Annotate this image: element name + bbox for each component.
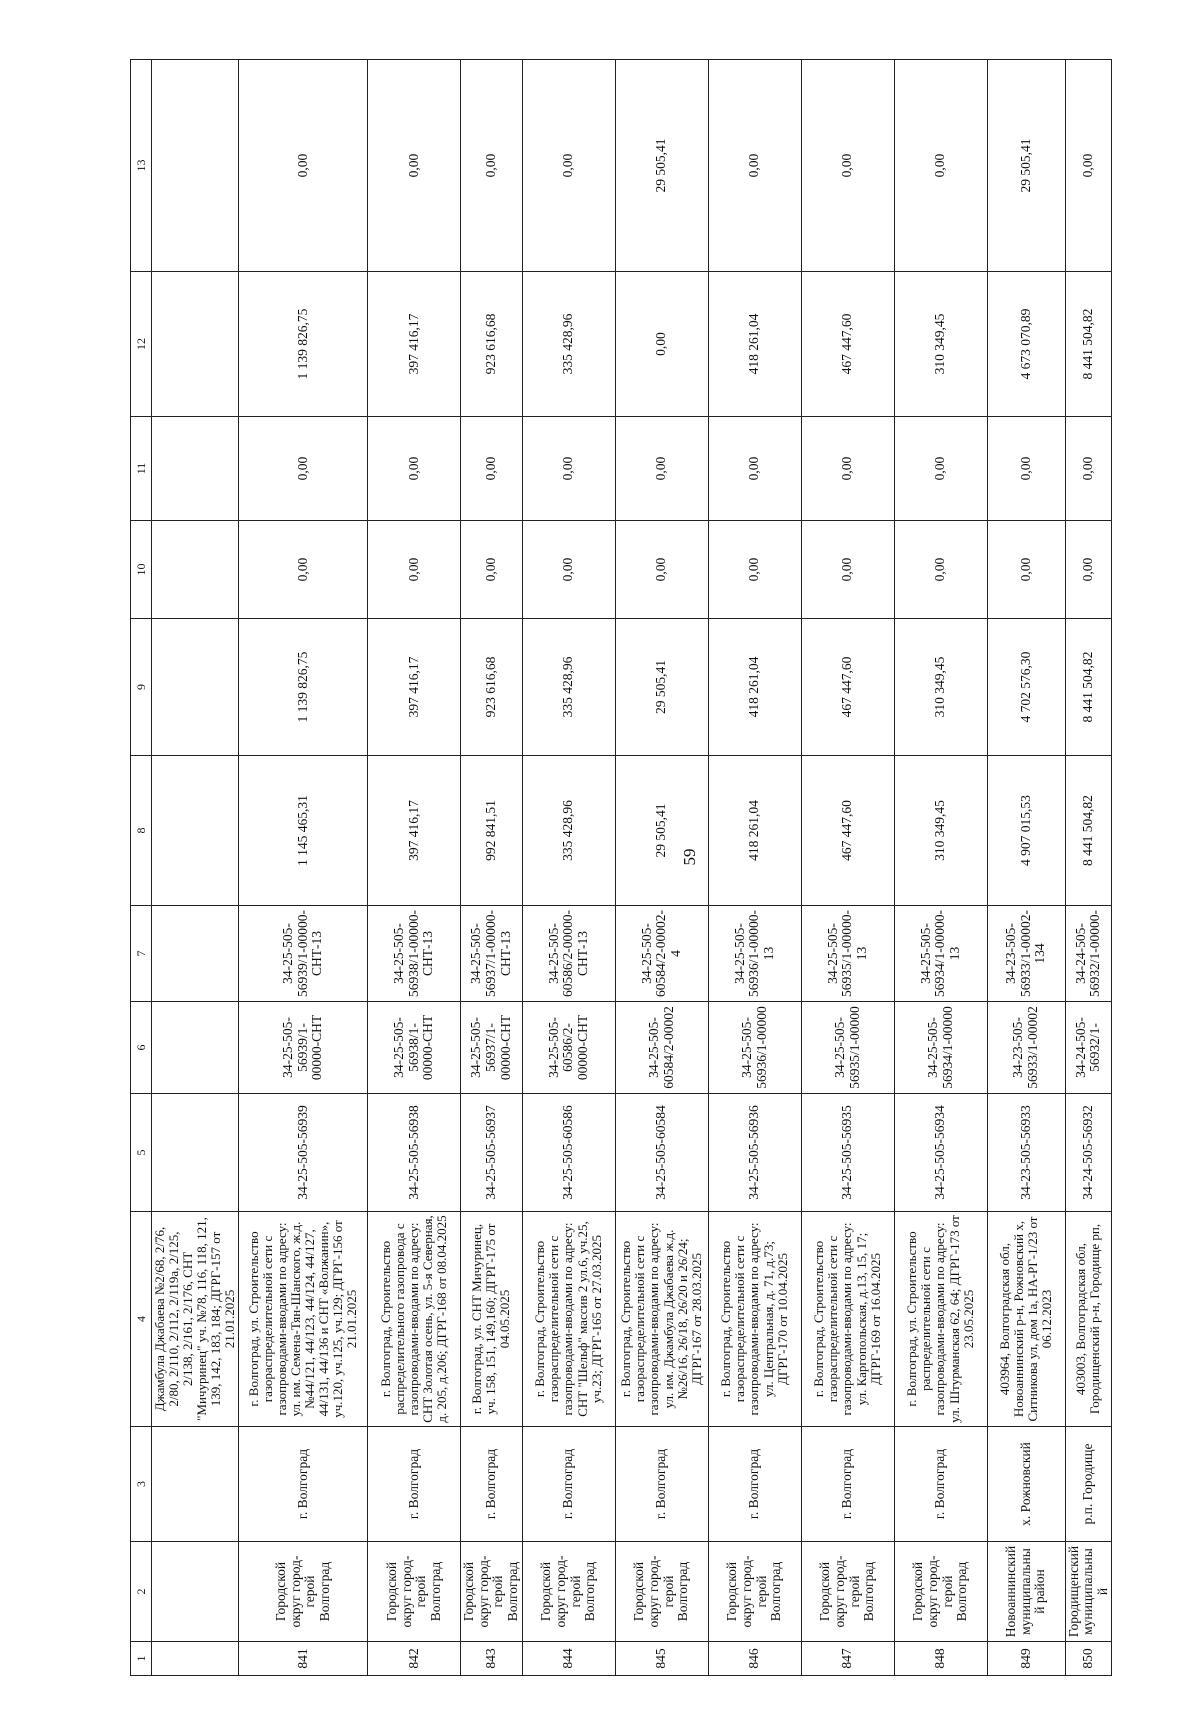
- cell-amount: 923 616,68: [461, 272, 522, 417]
- cell-amount: 29 505,41: [615, 60, 708, 272]
- cell-amount: 0,00: [522, 521, 615, 619]
- cell-settlement: р.п. Городище: [1065, 1427, 1112, 1542]
- cell-amount: 29 505,41: [615, 619, 708, 756]
- cell-amount: 0,00: [801, 521, 894, 619]
- column-header: 11: [131, 417, 152, 521]
- cell-address: г. Волгоград, Строительство распределительного газопровода с газопроводами-вводами по адресу: СНТ Золотая осень, ул. 5-я Северная, д. 205, д.206; ДГРГ-168 от 08.04.2025: [368, 1212, 461, 1427]
- cell-code: 34-24-505-56932/1-00000-: [1065, 906, 1112, 1002]
- cell-code: 34-25-505-56935/1-00000-13: [801, 906, 894, 1002]
- cell-code: 34-24-505-56932: [1065, 1094, 1112, 1212]
- cell-amount: 310 349,45: [894, 619, 987, 756]
- cell-amount: 29 505,41: [615, 756, 708, 906]
- cell-row-number: 849: [987, 1642, 1065, 1676]
- cell-settlement: г. Волгоград: [368, 1427, 461, 1542]
- cell-amount: 418 261,04: [708, 619, 801, 756]
- column-header: 5: [131, 1094, 152, 1212]
- cell-amount: 335 428,96: [522, 272, 615, 417]
- cell-amount: 0,00: [239, 417, 368, 521]
- cell-code: 34-25-505-56936/1-00000: [708, 1002, 801, 1094]
- cell-amount: 0,00: [708, 60, 801, 272]
- cell-row-number: 845: [615, 1642, 708, 1676]
- cell-amount: 8 441 504,82: [1065, 619, 1112, 756]
- cell-code: 34-23-505-56933/1-00002: [987, 1002, 1065, 1094]
- table-row: [894, 60, 987, 1676]
- cell-municipality: Городской округ город-герой Волгоград: [708, 1542, 801, 1642]
- cell-amount: 0,00: [801, 417, 894, 521]
- cell-address: г. Волгоград, Строительство газораспределительной сети с газопроводами-вводами по адресу: СНТ "Шельф" массив 2 ул.6, уч.25, уч.23; ДГРГ-165 от 27.03.2025: [522, 1212, 615, 1427]
- column-header: 6: [131, 1002, 152, 1094]
- cell-amount: 0,00: [987, 521, 1065, 619]
- column-header: 12: [131, 272, 152, 417]
- cell-empty: [152, 521, 239, 619]
- cell-municipality: Городищенский муниципальный: [1065, 1542, 1112, 1642]
- cell-row-number: 844: [522, 1642, 615, 1676]
- cell-amount: 0,00: [1065, 60, 1112, 272]
- cell-code: 34-25-505-56934/1-00000-13: [894, 906, 987, 1002]
- table-row: [801, 60, 894, 1676]
- cell-address: г. Волгоград, ул. СНТ Мичуринец, уч. 158, 151, 149,160; ДГРГ-175 от 04.05.2025: [461, 1212, 522, 1427]
- column-header: 4: [131, 1212, 152, 1427]
- cell-amount: 1 139 826,75: [239, 619, 368, 756]
- cell-address: 403003, Волгоградская обл, Городищенский р-н, Городище рп,: [1065, 1212, 1112, 1427]
- cell-amount: 4 702 576,30: [987, 619, 1065, 756]
- cell-amount: 0,00: [615, 272, 708, 417]
- column-header: 9: [131, 619, 152, 756]
- table-row: [239, 60, 368, 1676]
- column-header: 13: [131, 60, 152, 272]
- cell-municipality: Новоаннинский муниципальный район: [987, 1542, 1065, 1642]
- cell-address: г. Волгоград, ул. Строительство газораспределительной сети с газопроводами-вводами по адресу: ул. им. Семена-Тян-Шанского, ж.д. №44/121, 44/123, 44/124, 44/127, 44/131, 44/136 и СНТ «Волжанин», уч.120, уч.125, уч.129; ДГРГ-156 от 21.01.2025: [239, 1212, 368, 1427]
- cell-settlement: г. Волгоград: [615, 1427, 708, 1542]
- cell-amount: 29 505,41: [987, 60, 1065, 272]
- table-row: [368, 60, 461, 1676]
- cell-settlement: г. Волгоград: [522, 1427, 615, 1542]
- cell-row-number: 850: [1065, 1642, 1112, 1676]
- cell-amount: 0,00: [801, 60, 894, 272]
- rotated-table-area: [130, 60, 1130, 1676]
- cell-code: 34-25-505-56937/1-00000-СНТ-13: [461, 906, 522, 1002]
- cell-address: Джамбула Джабаева №2/68, 2/76, 2/80, 2/110, 2/112, 2/119а, 2/125, 2/138, 2/161, 2/176, СНТ "Мичуринец" уч. №78, 116, 118, 121, 139, 142, 183, 184; ДГРГ-157 от 21.01.2025: [152, 1212, 239, 1427]
- cell-settlement: г. Волгоград: [239, 1427, 368, 1542]
- cell-amount: 992 841,51: [461, 756, 522, 906]
- table-row: [522, 60, 615, 1676]
- cell-row-number: 842: [368, 1642, 461, 1676]
- cell-settlement: г. Волгоград: [708, 1427, 801, 1542]
- cell-address: г. Волгоград, ул. Строительство распределительной сети с газопроводами-вводами по адресу: ул. Штурманская 62, 64; ДГРГ-173 от 23.05.2025: [894, 1212, 987, 1427]
- cell-amount: 397 416,17: [368, 272, 461, 417]
- cell-amount: 0,00: [894, 60, 987, 272]
- cell-address: г. Волгоград, Строительство газораспределительной сети с газопроводами-вводами по адресу: ул. Центральная, д. 71, д.73; ДГРГ-170 от 10.04.2025: [708, 1212, 801, 1427]
- cell-amount: 0,00: [368, 60, 461, 272]
- cell-code: 34-24-505-56932/1-: [1065, 1002, 1112, 1094]
- cell-amount: 0,00: [522, 417, 615, 521]
- cell-amount: 397 416,17: [368, 619, 461, 756]
- cell-code: 34-25-505-56938: [368, 1094, 461, 1212]
- cell-empty: [152, 619, 239, 756]
- cell-code: 34-25-505-60586/2-00000-СНТ: [522, 1002, 615, 1094]
- cell-municipality: Городской округ город-герой Волгоград: [615, 1542, 708, 1642]
- cell-code: 34-23-505-56933/1-00002-134: [987, 906, 1065, 1002]
- cell-code: 34-25-505-56934/1-00000: [894, 1002, 987, 1094]
- column-header: 8: [131, 756, 152, 906]
- cell-municipality: Городской округ город-герой Волгоград: [522, 1542, 615, 1642]
- cell-municipality: Городской округ город-герой Волгоград: [461, 1542, 522, 1642]
- cell-code: 34-25-505-56936/1-00000-13: [708, 906, 801, 1002]
- cell-amount: 0,00: [615, 521, 708, 619]
- cell-empty: [152, 756, 239, 906]
- cell-empty: [152, 272, 239, 417]
- cell-code: 34-25-505-56937: [461, 1094, 522, 1212]
- cell-amount: 0,00: [239, 521, 368, 619]
- cell-row-number: 847: [801, 1642, 894, 1676]
- cell-amount: 0,00: [894, 417, 987, 521]
- cell-code: 34-25-505-60584/2-00002-4: [615, 906, 708, 1002]
- table-container: [130, 60, 1130, 1676]
- cell-empty: [152, 1427, 239, 1542]
- cell-municipality: Городской округ город-герой Волгоград: [368, 1542, 461, 1642]
- cell-amount: 0,00: [461, 521, 522, 619]
- table-row: [461, 60, 522, 1676]
- table-row: [615, 60, 708, 1676]
- cell-row-number: 846: [708, 1642, 801, 1676]
- cell-address: г. Волгоград, Строительство газораспределительной сети с газопроводами-вводами по адресу: ул. Каргопольская, д.13, 15, 17; ДГРГ-169 от 16.04.2025: [801, 1212, 894, 1427]
- cell-code: 34-25-505-56938/1-00000-СНТ-13: [368, 906, 461, 1002]
- cell-address: 403964, Волгоградская обл, Новоаннинский р-н, Рожновский х, Ситникова ул, дом 1а, НА-РГ-1/23 от 06.12.2023: [987, 1212, 1065, 1427]
- cell-code: 34-25-505-56934: [894, 1094, 987, 1212]
- table-row: [987, 60, 1065, 1676]
- cell-empty: [152, 60, 239, 272]
- cell-amount: 0,00: [894, 521, 987, 619]
- column-header: 1: [131, 1642, 152, 1676]
- cell-empty: [152, 1094, 239, 1212]
- cell-amount: 4 673 070,89: [987, 272, 1065, 417]
- cell-code: 34-25-505-56939/1-00000-СНТ-13: [239, 906, 368, 1002]
- cell-address: г. Волгоград, Строительство газораспределительной сети с газопроводами-вводами по адресу: ул. им. Джамбула Джабаева ж.д. №26/16, 26/18, 26/20 и 26/24; ДГРГ-167 от 28.03.2025: [615, 1212, 708, 1427]
- cell-settlement: г. Волгоград: [461, 1427, 522, 1542]
- cell-amount: 335 428,96: [522, 756, 615, 906]
- column-number-row: [131, 60, 152, 1676]
- cell-settlement: х. Рожновский: [987, 1427, 1065, 1542]
- cell-empty: [152, 417, 239, 521]
- cell-amount: 8 441 504,82: [1065, 756, 1112, 906]
- cell-municipality: Городской округ город-герой Волгоград: [801, 1542, 894, 1642]
- cell-empty: [152, 1542, 239, 1642]
- cell-amount: 1 139 826,75: [239, 272, 368, 417]
- column-header: 7: [131, 906, 152, 1002]
- cell-settlement: г. Волгоград: [801, 1427, 894, 1542]
- cell-row-number: 841: [239, 1642, 368, 1676]
- cell-amount: 0,00: [368, 417, 461, 521]
- cell-code: 34-25-505-56939: [239, 1094, 368, 1212]
- column-header: 2: [131, 1542, 152, 1642]
- cell-amount: 1 145 465,31: [239, 756, 368, 906]
- cell-code: 34-25-505-60586/2-00000-СНТ-13: [522, 906, 615, 1002]
- cell-amount: 0,00: [615, 417, 708, 521]
- cell-amount: 397 416,17: [368, 756, 461, 906]
- continuation-row: [152, 60, 239, 1676]
- cell-amount: 310 349,45: [894, 272, 987, 417]
- cell-code: 34-25-505-60584/2-00002: [615, 1002, 708, 1094]
- table-row: [708, 60, 801, 1676]
- cell-code: 34-25-505-56939/1-00000-СНТ: [239, 1002, 368, 1094]
- cell-code: 34-25-505-56936: [708, 1094, 801, 1212]
- cell-code: 34-25-505-60586: [522, 1094, 615, 1212]
- column-header: 3: [131, 1427, 152, 1542]
- cell-municipality: Городской округ город-герой Волгоград: [894, 1542, 987, 1642]
- cell-amount: 0,00: [708, 417, 801, 521]
- cell-amount: 0,00: [368, 521, 461, 619]
- cell-code: 34-23-505-56933: [987, 1094, 1065, 1212]
- column-header: 10: [131, 521, 152, 619]
- cell-amount: 0,00: [987, 417, 1065, 521]
- cell-amount: 467 447,60: [801, 756, 894, 906]
- cell-amount: 8 441 504,82: [1065, 272, 1112, 417]
- cell-municipality: Городской округ город-герой Волгоград: [239, 1542, 368, 1642]
- table-row: [1065, 60, 1112, 1676]
- cell-amount: 310 349,45: [894, 756, 987, 906]
- cell-amount: 0,00: [708, 521, 801, 619]
- cell-amount: 4 907 015,53: [987, 756, 1065, 906]
- cell-code: 34-25-505-56938/1-00000-СНТ: [368, 1002, 461, 1094]
- cell-code: 34-25-505-56937/1-00000-СНТ: [461, 1002, 522, 1094]
- cell-amount: 0,00: [1065, 521, 1112, 619]
- cell-code: 34-25-505-56935/1-00000: [801, 1002, 894, 1094]
- cell-amount: 0,00: [461, 417, 522, 521]
- cell-amount: 418 261,04: [708, 272, 801, 417]
- page-number: 59: [680, 848, 699, 866]
- cell-amount: 467 447,60: [801, 272, 894, 417]
- cell-settlement: г. Волгоград: [894, 1427, 987, 1542]
- cell-row-number: 848: [894, 1642, 987, 1676]
- cell-code: 34-25-505-56935: [801, 1094, 894, 1212]
- cell-code: 34-25-505-60584: [615, 1094, 708, 1212]
- data-table: [130, 59, 1112, 1676]
- cell-amount: 0,00: [461, 60, 522, 272]
- cell-amount: 0,00: [522, 60, 615, 272]
- cell-amount: 0,00: [239, 60, 368, 272]
- cell-empty: [152, 906, 239, 1002]
- cell-amount: 418 261,04: [708, 756, 801, 906]
- cell-amount: 467 447,60: [801, 619, 894, 756]
- cell-empty: [152, 1642, 239, 1676]
- cell-empty: [152, 1002, 239, 1094]
- cell-row-number: 843: [461, 1642, 522, 1676]
- cell-amount: 335 428,96: [522, 619, 615, 756]
- cell-amount: 0,00: [1065, 417, 1112, 521]
- cell-amount: 923 616,68: [461, 619, 522, 756]
